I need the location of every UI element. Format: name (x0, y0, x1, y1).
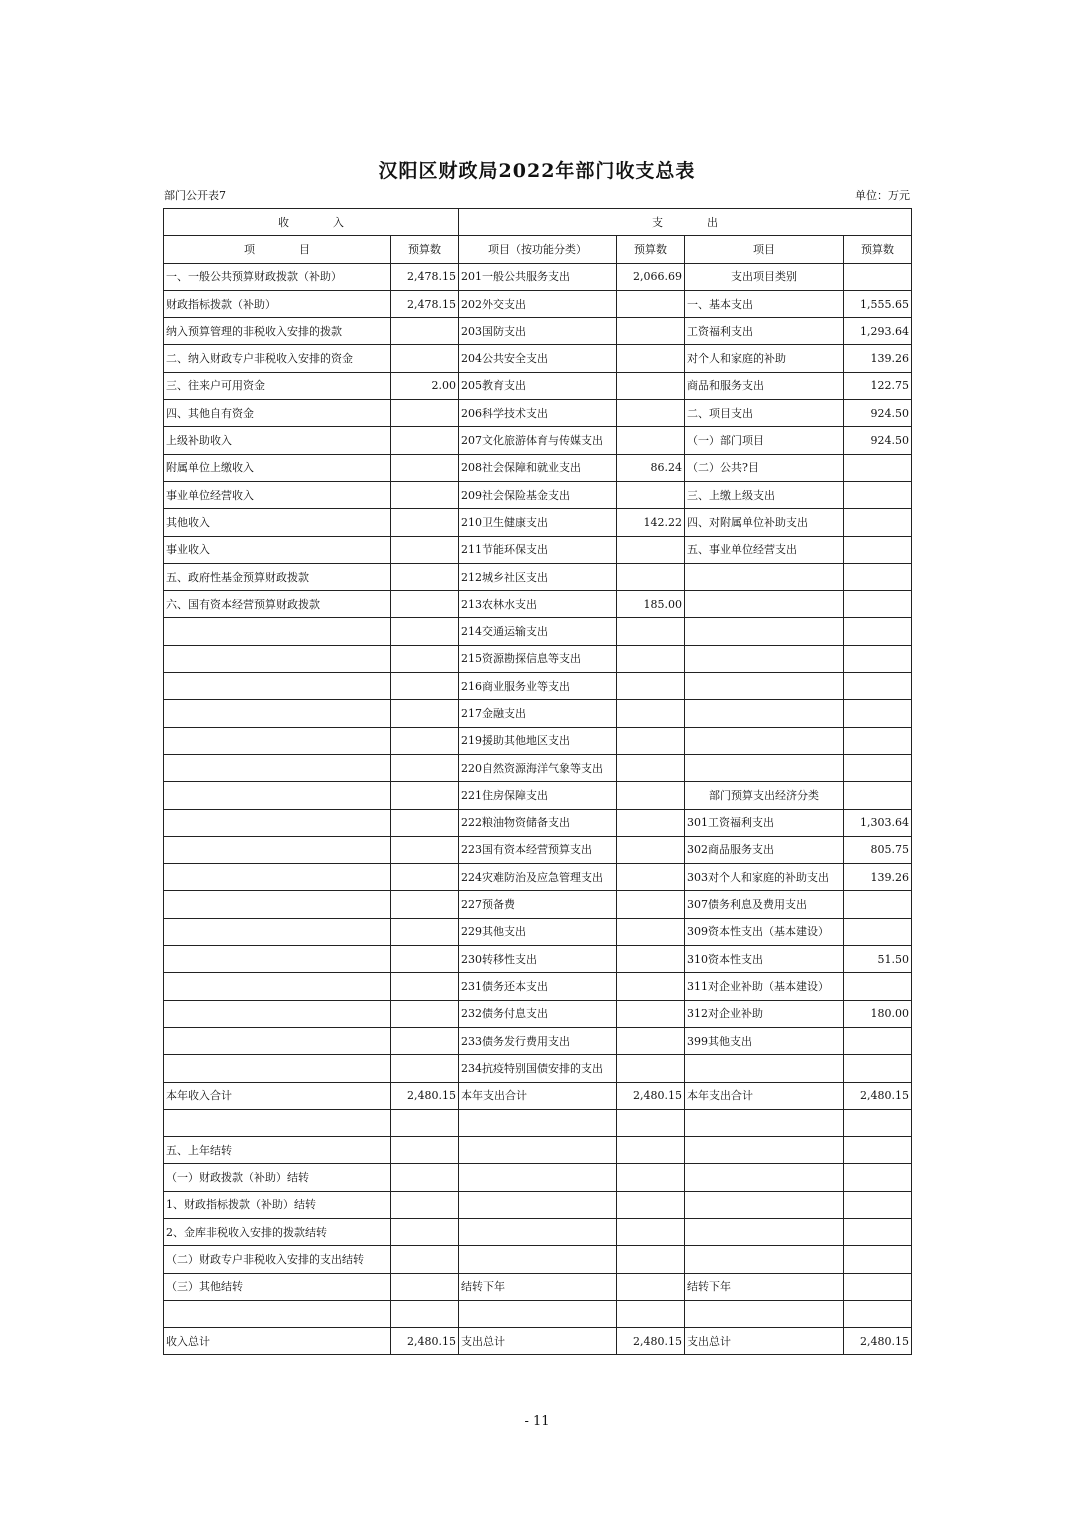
cell-expense-item: 五、事业单位经营支出 (685, 536, 844, 563)
cell-income-item: 二、纳入财政专户非税收入安排的资金 (164, 345, 391, 372)
cell-function-amount (617, 1000, 685, 1027)
cell-function-item: 206科学技术支出 (459, 400, 617, 427)
cell-expense-amount (844, 536, 912, 563)
cell-expense-amount (844, 973, 912, 1000)
table-row (164, 290, 912, 317)
cell-expense-amount: 2,480.15 (844, 1082, 912, 1109)
cell-income-amount (391, 891, 459, 918)
cell-income-item (164, 727, 391, 754)
cell-expense-amount: 1,303.64 (844, 809, 912, 836)
table-row (164, 591, 912, 618)
cell-function-item: 229其他支出 (459, 918, 617, 945)
cell-function-item: 230转移性支出 (459, 946, 617, 973)
cell-income-amount (391, 591, 459, 618)
cell-expense-amount (844, 1273, 912, 1300)
cell-function-amount (617, 973, 685, 1000)
cell-function-amount (617, 400, 685, 427)
cell-function-amount (617, 700, 685, 727)
cell-function-amount (617, 1109, 685, 1136)
cell-expense-amount: 180.00 (844, 1000, 912, 1027)
table-row (164, 1246, 912, 1273)
cell-expense-item: （二）公共?目 (685, 454, 844, 481)
cell-expense-item (685, 1055, 844, 1082)
cell-function-amount (617, 673, 685, 700)
cell-expense-item: 工资福利支出 (685, 318, 844, 345)
cell-function-item: 212城乡社区支出 (459, 563, 617, 590)
cell-expense-item: 四、对附属单位补助支出 (685, 509, 844, 536)
cell-income-amount (391, 1000, 459, 1027)
cell-expense-amount (844, 1300, 912, 1327)
header-expense-amount: 预算数 (844, 236, 912, 263)
cell-expense-item: 311对企业补助（基本建设） (685, 973, 844, 1000)
table-row (164, 836, 912, 863)
cell-expense-item: 310资本性支出 (685, 946, 844, 973)
cell-income-item: （一）财政拨款（补助）结转 (164, 1164, 391, 1191)
cell-expense-amount: 122.75 (844, 372, 912, 399)
cell-function-item (459, 1191, 617, 1218)
cell-income-amount: 2,480.15 (391, 1082, 459, 1109)
cell-income-amount (391, 864, 459, 891)
cell-function-item (459, 1137, 617, 1164)
table-row (164, 1082, 912, 1109)
table-row (164, 481, 912, 508)
unit-label: 单位：万元 (855, 189, 910, 202)
cell-income-amount (391, 400, 459, 427)
cell-income-item (164, 864, 391, 891)
table-row (164, 1109, 912, 1136)
cell-expense-item (685, 1109, 844, 1136)
cell-expense-item: 301工资福利支出 (685, 809, 844, 836)
cell-expense-amount (844, 263, 912, 290)
cell-expense-amount (844, 1027, 912, 1054)
cell-income-amount (391, 1055, 459, 1082)
cell-expense-item (685, 1191, 844, 1218)
cell-function-item (459, 1218, 617, 1245)
cell-function-amount (617, 918, 685, 945)
cell-expense-amount (844, 618, 912, 645)
cell-income-amount (391, 427, 459, 454)
cell-function-item (459, 1109, 617, 1136)
cell-income-amount (391, 481, 459, 508)
table-row (164, 809, 912, 836)
cell-function-item: 220自然资源海洋气象等支出 (459, 754, 617, 781)
cell-income-item (164, 973, 391, 1000)
cell-income-item: 四、其他自有资金 (164, 400, 391, 427)
cell-function-item: 222粮油物资储备支出 (459, 809, 617, 836)
cell-function-item: 227预备费 (459, 891, 617, 918)
cell-income-amount (391, 1246, 459, 1273)
cell-function-amount (617, 754, 685, 781)
cell-expense-amount (844, 563, 912, 590)
cell-income-amount (391, 1273, 459, 1300)
cell-income-item (164, 645, 391, 672)
cell-expense-amount (844, 1109, 912, 1136)
cell-function-item: 211节能环保支出 (459, 536, 617, 563)
cell-income-amount (391, 1300, 459, 1327)
header-function-amount: 预算数 (617, 236, 685, 263)
cell-function-amount (617, 1218, 685, 1245)
cell-income-item: 上级补助收入 (164, 427, 391, 454)
cell-income-item (164, 1109, 391, 1136)
cell-function-amount (617, 290, 685, 317)
cell-function-item: 结转下年 (459, 1273, 617, 1300)
table-row (164, 973, 912, 1000)
cell-expense-item: 对个人和家庭的补助 (685, 345, 844, 372)
cell-function-amount: 2,066.69 (617, 263, 685, 290)
cell-expense-item: 307债务利息及费用支出 (685, 891, 844, 918)
cell-expense-item: 商品和服务支出 (685, 372, 844, 399)
cell-expense-amount (844, 1191, 912, 1218)
cell-expense-item (685, 618, 844, 645)
cell-function-item: 215资源勘探信息等支出 (459, 645, 617, 672)
header-function-item: 项目（按功能分类） (459, 236, 617, 263)
cell-function-amount (617, 618, 685, 645)
cell-expense-amount: 1,293.64 (844, 318, 912, 345)
cell-function-amount (617, 836, 685, 863)
cell-expense-amount (844, 918, 912, 945)
cell-income-amount (391, 1027, 459, 1054)
cell-function-item: 210卫生健康支出 (459, 509, 617, 536)
page-number: - 11 (524, 1414, 550, 1429)
cell-expense-amount (844, 1246, 912, 1273)
cell-expense-amount (844, 645, 912, 672)
cell-function-item (459, 1164, 617, 1191)
table-row (164, 864, 912, 891)
cell-expense-amount (844, 727, 912, 754)
cell-income-item (164, 946, 391, 973)
cell-function-item: 234抗疫特别国债安排的支出 (459, 1055, 617, 1082)
cell-expense-item: 三、上缴上级支出 (685, 481, 844, 508)
table-row (164, 427, 912, 454)
header-expense-item: 项目 (685, 236, 844, 263)
cell-income-item: 本年收入合计 (164, 1082, 391, 1109)
cell-income-item (164, 754, 391, 781)
cell-income-amount (391, 727, 459, 754)
cell-expense-item: 312对企业补助 (685, 1000, 844, 1027)
table-row (164, 1328, 912, 1355)
table-row (164, 1137, 912, 1164)
cell-expense-amount (844, 1055, 912, 1082)
cell-function-amount (617, 1055, 685, 1082)
cell-income-amount (391, 836, 459, 863)
cell-income-amount (391, 1191, 459, 1218)
table-row (164, 345, 912, 372)
cell-expense-item: 399其他支出 (685, 1027, 844, 1054)
cell-income-item: 三、往来户可用资金 (164, 372, 391, 399)
cell-income-item: 五、上年结转 (164, 1137, 391, 1164)
table-body (164, 263, 912, 1355)
cell-function-item: 214交通运输支出 (459, 618, 617, 645)
cell-function-amount (617, 563, 685, 590)
cell-function-amount (617, 1191, 685, 1218)
cell-income-item: 六、国有资本经营预算财政拨款 (164, 591, 391, 618)
cell-income-item: 其他收入 (164, 509, 391, 536)
table-row (164, 1164, 912, 1191)
cell-function-item: 203国防支出 (459, 318, 617, 345)
cell-income-amount (391, 809, 459, 836)
table-row (164, 1218, 912, 1245)
cell-income-amount (391, 946, 459, 973)
cell-expense-amount (844, 1218, 912, 1245)
table-row (164, 1055, 912, 1082)
cell-income-item: （三）其他结转 (164, 1273, 391, 1300)
income-section-header: 收 入 (164, 209, 459, 236)
cell-income-amount (391, 1109, 459, 1136)
cell-function-amount: 185.00 (617, 591, 685, 618)
cell-income-amount (391, 618, 459, 645)
cell-income-item (164, 1300, 391, 1327)
cell-income-amount: 2,478.15 (391, 263, 459, 290)
cell-function-item: 224灾难防治及应急管理支出 (459, 864, 617, 891)
cell-expense-item (685, 645, 844, 672)
cell-income-amount (391, 973, 459, 1000)
page-title: 汉阳区财政局2022年部门收支总表 (378, 160, 696, 182)
cell-expense-item (685, 563, 844, 590)
cell-function-item: 233债务发行费用支出 (459, 1027, 617, 1054)
cell-income-item: 一、一般公共预算财政拨款（补助） (164, 263, 391, 290)
cell-expense-item (685, 1137, 844, 1164)
cell-function-amount (617, 1246, 685, 1273)
cell-income-amount (391, 1164, 459, 1191)
table-row (164, 1273, 912, 1300)
cell-income-amount (391, 345, 459, 372)
cell-expense-amount: 139.26 (844, 345, 912, 372)
cell-expense-amount: 51.50 (844, 946, 912, 973)
cell-expense-item: 302商品服务支出 (685, 836, 844, 863)
cell-income-amount (391, 918, 459, 945)
cell-expense-amount: 139.26 (844, 864, 912, 891)
cell-function-amount (617, 727, 685, 754)
column-header-row (164, 236, 912, 263)
cell-expense-amount: 805.75 (844, 836, 912, 863)
cell-income-amount: 2,480.15 (391, 1328, 459, 1355)
cell-function-amount (617, 946, 685, 973)
cell-income-item: 纳入预算管理的非税收入安排的拨款 (164, 318, 391, 345)
cell-expense-item: 结转下年 (685, 1273, 844, 1300)
cell-function-amount: 2,480.15 (617, 1328, 685, 1355)
table-row (164, 754, 912, 781)
cell-expense-item: 一、基本支出 (685, 290, 844, 317)
cell-expense-amount (844, 700, 912, 727)
cell-income-amount (391, 645, 459, 672)
cell-function-item: 223国有资本经营预算支出 (459, 836, 617, 863)
cell-income-item (164, 782, 391, 809)
cell-function-item: 本年支出合计 (459, 1082, 617, 1109)
cell-income-item: 附属单位上缴收入 (164, 454, 391, 481)
cell-expense-amount (844, 509, 912, 536)
table-row (164, 263, 912, 290)
expense-section-header: 支 出 (459, 209, 912, 236)
cell-income-amount (391, 700, 459, 727)
cell-expense-amount (844, 1164, 912, 1191)
cell-function-amount (617, 1164, 685, 1191)
table-row (164, 700, 912, 727)
cell-expense-item: 部门预算支出经济分类 (685, 782, 844, 809)
cell-expense-amount: 924.50 (844, 400, 912, 427)
cell-expense-item: 二、项目支出 (685, 400, 844, 427)
cell-income-item: （二）财政专户非税收入安排的支出结转 (164, 1246, 391, 1273)
table-row (164, 563, 912, 590)
table-row (164, 536, 912, 563)
table-row (164, 372, 912, 399)
cell-income-amount (391, 1137, 459, 1164)
table-row (164, 645, 912, 672)
cell-expense-amount (844, 454, 912, 481)
cell-income-amount (391, 454, 459, 481)
cell-function-item: 231债务还本支出 (459, 973, 617, 1000)
cell-function-item: 201一般公共服务支出 (459, 263, 617, 290)
cell-income-item (164, 836, 391, 863)
cell-expense-amount (844, 754, 912, 781)
cell-income-item: 五、政府性基金预算财政拨款 (164, 563, 391, 590)
cell-income-item: 收入总计 (164, 1328, 391, 1355)
cell-expense-item: 支出项目类别 (685, 263, 844, 290)
table-row (164, 782, 912, 809)
section-header-row (164, 209, 912, 236)
cell-function-item: 204公共安全支出 (459, 345, 617, 372)
table-row (164, 918, 912, 945)
cell-function-amount (617, 536, 685, 563)
form-number: 部门公开表7 (164, 189, 226, 202)
cell-function-item: 216商业服务业等支出 (459, 673, 617, 700)
cell-function-amount (617, 481, 685, 508)
cell-expense-amount (844, 481, 912, 508)
cell-expense-item (685, 754, 844, 781)
cell-income-amount (391, 509, 459, 536)
table-row (164, 454, 912, 481)
cell-income-amount (391, 536, 459, 563)
cell-expense-amount (844, 782, 912, 809)
cell-function-item: 支出总计 (459, 1328, 617, 1355)
cell-function-amount (617, 809, 685, 836)
cell-expense-item: 本年支出合计 (685, 1082, 844, 1109)
cell-function-item: 217金融支出 (459, 700, 617, 727)
cell-expense-item: 309资本性支出（基本建设） (685, 918, 844, 945)
cell-function-amount (617, 1137, 685, 1164)
cell-expense-amount (844, 673, 912, 700)
cell-function-item: 209社会保险基金支出 (459, 481, 617, 508)
cell-expense-item (685, 1246, 844, 1273)
cell-income-amount (391, 673, 459, 700)
cell-expense-item (685, 591, 844, 618)
cell-function-amount (617, 345, 685, 372)
cell-income-item (164, 700, 391, 727)
cell-income-item: 财政指标拨款（补助） (164, 290, 391, 317)
cell-function-item: 205教育支出 (459, 372, 617, 399)
cell-expense-item: （一）部门项目 (685, 427, 844, 454)
cell-expense-item (685, 1218, 844, 1245)
table-row (164, 891, 912, 918)
cell-expense-item: 支出总计 (685, 1328, 844, 1355)
cell-income-amount: 2.00 (391, 372, 459, 399)
cell-expense-item (685, 727, 844, 754)
table-row (164, 1027, 912, 1054)
cell-income-item: 1、财政指标拨款（补助）结转 (164, 1191, 391, 1218)
cell-function-amount: 142.22 (617, 509, 685, 536)
cell-income-amount (391, 318, 459, 345)
table-row (164, 946, 912, 973)
cell-income-item (164, 618, 391, 645)
cell-function-item: 219援助其他地区支出 (459, 727, 617, 754)
table-row (164, 1191, 912, 1218)
table-row (164, 318, 912, 345)
cell-function-item: 207文化旅游体育与传媒支出 (459, 427, 617, 454)
budget-table (163, 208, 912, 1355)
cell-function-amount (617, 782, 685, 809)
cell-function-amount: 86.24 (617, 454, 685, 481)
cell-expense-item (685, 1300, 844, 1327)
cell-function-item (459, 1300, 617, 1327)
cell-expense-item (685, 673, 844, 700)
header-income-amount: 预算数 (391, 236, 459, 263)
cell-function-amount (617, 427, 685, 454)
cell-expense-amount: 924.50 (844, 427, 912, 454)
cell-income-amount: 2,478.15 (391, 290, 459, 317)
table-row (164, 509, 912, 536)
cell-income-amount (391, 754, 459, 781)
cell-function-amount (617, 891, 685, 918)
cell-income-item: 事业单位经营收入 (164, 481, 391, 508)
cell-function-amount: 2,480.15 (617, 1082, 685, 1109)
table-row (164, 1000, 912, 1027)
cell-function-item: 213农林水支出 (459, 591, 617, 618)
cell-income-item (164, 1055, 391, 1082)
cell-function-item (459, 1246, 617, 1273)
table-row (164, 1300, 912, 1327)
cell-income-amount (391, 1218, 459, 1245)
cell-expense-amount (844, 1137, 912, 1164)
table-row (164, 673, 912, 700)
cell-income-amount (391, 563, 459, 590)
table-row (164, 618, 912, 645)
cell-function-amount (617, 1300, 685, 1327)
cell-function-amount (617, 864, 685, 891)
cell-income-item: 事业收入 (164, 536, 391, 563)
table-row (164, 400, 912, 427)
table-row (164, 727, 912, 754)
cell-function-amount (617, 318, 685, 345)
cell-function-item: 202外交支出 (459, 290, 617, 317)
cell-expense-amount (844, 891, 912, 918)
cell-expense-item: 303对个人和家庭的补助支出 (685, 864, 844, 891)
cell-income-item (164, 891, 391, 918)
cell-expense-item (685, 700, 844, 727)
cell-function-amount (617, 1027, 685, 1054)
cell-income-item (164, 673, 391, 700)
cell-income-item (164, 1000, 391, 1027)
header-income-item: 项 目 (164, 236, 391, 263)
cell-income-item (164, 809, 391, 836)
cell-function-item: 232债务付息支出 (459, 1000, 617, 1027)
cell-function-amount (617, 645, 685, 672)
cell-income-item: 2、金库非税收入安排的拨款结转 (164, 1218, 391, 1245)
cell-function-amount (617, 1273, 685, 1300)
cell-expense-amount: 2,480.15 (844, 1328, 912, 1355)
cell-expense-item (685, 1164, 844, 1191)
cell-function-item: 208社会保障和就业支出 (459, 454, 617, 481)
cell-function-amount (617, 372, 685, 399)
cell-income-item (164, 1027, 391, 1054)
cell-function-item: 221住房保障支出 (459, 782, 617, 809)
cell-expense-amount (844, 591, 912, 618)
cell-income-amount (391, 782, 459, 809)
cell-income-item (164, 918, 391, 945)
cell-expense-amount: 1,555.65 (844, 290, 912, 317)
